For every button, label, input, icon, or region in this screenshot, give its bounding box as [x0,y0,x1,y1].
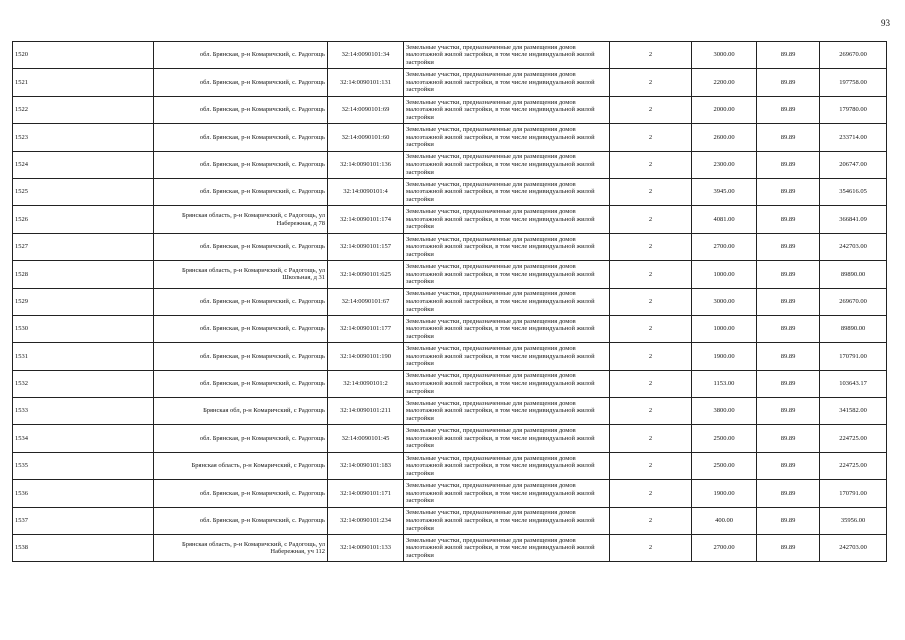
cadastral-number-cell: 32:14:0090101:2 [328,370,404,397]
address-cell: обл. Брянская, р-н Комаричский, с. Радогощь [154,151,328,178]
address-cell: обл. Брянская, р-н Комаричский, с. Радогощь [154,178,328,205]
area-cell: 2700.00 [692,233,757,260]
table-row [13,151,887,178]
specific-value-cell: 89.89 [757,452,820,479]
group-cell: 2 [610,535,692,562]
permitted-use-cell: Земельные участки, предназначенные для размещения домов малоэтажной жилой застройки, в том числе индивидуальной жилой застройки [404,425,610,452]
cadastral-number-cell: 32:14:0090101:69 [328,96,404,123]
table-row [13,69,887,96]
row-number-cell: 1523 [13,124,154,151]
specific-value-cell: 89.89 [757,124,820,151]
cadastral-number-cell: 32:14:0090101:234 [328,507,404,534]
specific-value-cell: 89.89 [757,261,820,288]
cadastral-value-cell: 89890.00 [820,261,887,288]
permitted-use-cell: Земельные участки, предназначенные для размещения домов малоэтажной жилой застройки, в том числе индивидуальной жилой застройки [404,370,610,397]
specific-value-cell: 89.89 [757,233,820,260]
table-row [13,398,887,425]
area-cell: 2000.00 [692,96,757,123]
cadastral-number-cell: 32:14:0090101:4 [328,178,404,205]
row-number-cell: 1530 [13,315,154,342]
specific-value-cell: 89.89 [757,315,820,342]
cadastral-number-cell: 32:14:0090101:211 [328,398,404,425]
area-cell: 3000.00 [692,42,757,69]
specific-value-cell: 89.89 [757,42,820,69]
address-cell: Брянская область, р-н Комаричский, с Радогощь [154,452,328,479]
cadastral-number-cell: 32:14:0090101:133 [328,535,404,562]
address-cell: обл. Брянская, р-н Комаричский, с. Радогощь [154,370,328,397]
cadastral-number-cell: 32:14:0090101:171 [328,480,404,507]
cadastral-number-cell: 32:14:0090101:174 [328,206,404,233]
table-row [13,96,887,123]
cadastral-number-cell: 32:14:0090101:45 [328,425,404,452]
group-cell: 2 [610,261,692,288]
address-cell: обл. Брянская, р-н Комаричский, с. Радогощь [154,233,328,260]
area-cell: 3000.00 [692,288,757,315]
group-cell: 2 [610,178,692,205]
permitted-use-cell: Земельные участки, предназначенные для размещения домов малоэтажной жилой застройки, в том числе индивидуальной жилой застройки [404,480,610,507]
address-cell: обл. Брянская, р-н Комаричский, с. Радогощь [154,96,328,123]
area-cell: 2500.00 [692,425,757,452]
group-cell: 2 [610,480,692,507]
table-row [13,261,887,288]
permitted-use-cell: Земельные участки, предназначенные для размещения домов малоэтажной жилой застройки, в том числе индивидуальной жилой застройки [404,178,610,205]
table-row [13,206,887,233]
specific-value-cell: 89.89 [757,69,820,96]
register-body [13,42,887,562]
cadastral-value-cell: 354616.05 [820,178,887,205]
area-cell: 1000.00 [692,315,757,342]
row-number-cell: 1535 [13,452,154,479]
group-cell: 2 [610,452,692,479]
cadastral-value-cell: 233714.00 [820,124,887,151]
specific-value-cell: 89.89 [757,343,820,370]
group-cell: 2 [610,233,692,260]
area-cell: 3800.00 [692,398,757,425]
cadastral-number-cell: 32:14:0090101:136 [328,151,404,178]
specific-value-cell: 89.89 [757,96,820,123]
area-cell: 2600.00 [692,124,757,151]
address-cell: обл. Брянская, р-н Комаричский, с. Радогощь [154,288,328,315]
cadastral-value-cell: 269670.00 [820,42,887,69]
cadastral-value-cell: 242703.00 [820,233,887,260]
group-cell: 2 [610,151,692,178]
page-number: 93 [881,18,890,28]
group-cell: 2 [610,96,692,123]
group-cell: 2 [610,315,692,342]
table-row [13,480,887,507]
table-row [13,178,887,205]
address-cell: обл. Брянская, р-н Комаричский, с. Радогощь [154,343,328,370]
row-number-cell: 1521 [13,69,154,96]
cadastral-value-cell: 224725.00 [820,452,887,479]
specific-value-cell: 89.89 [757,535,820,562]
table-row [13,507,887,534]
group-cell: 2 [610,343,692,370]
cadastral-value-cell: 269670.00 [820,288,887,315]
cadastral-value-cell: 170791.00 [820,343,887,370]
permitted-use-cell: Земельные участки, предназначенные для размещения домов малоэтажной жилой застройки, в том числе индивидуальной жилой застройки [404,343,610,370]
cadastral-number-cell: 32:14:0090101:67 [328,288,404,315]
permitted-use-cell: Земельные участки, предназначенные для размещения домов малоэтажной жилой застройки, в том числе индивидуальной жилой застройки [404,535,610,562]
area-cell: 1900.00 [692,480,757,507]
row-number-cell: 1526 [13,206,154,233]
row-number-cell: 1532 [13,370,154,397]
table-row [13,425,887,452]
address-cell: обл. Брянская, р-н Комаричский, с. Радогощь [154,124,328,151]
area-cell: 3945.00 [692,178,757,205]
group-cell: 2 [610,425,692,452]
specific-value-cell: 89.89 [757,425,820,452]
address-cell: обл. Брянская, р-н Комаричский, с. Радогощь [154,507,328,534]
cadastral-value-cell: 103643.17 [820,370,887,397]
permitted-use-cell: Земельные участки, предназначенные для размещения домов малоэтажной жилой застройки, в том числе индивидуальной жилой застройки [404,124,610,151]
area-cell: 2700.00 [692,535,757,562]
row-number-cell: 1520 [13,42,154,69]
permitted-use-cell: Земельные участки, предназначенные для размещения домов малоэтажной жилой застройки, в том числе индивидуальной жилой застройки [404,288,610,315]
cadastral-value-cell: 242703.00 [820,535,887,562]
row-number-cell: 1529 [13,288,154,315]
permitted-use-cell: Земельные участки, предназначенные для размещения домов малоэтажной жилой застройки, в том числе индивидуальной жилой застройки [404,261,610,288]
group-cell: 2 [610,124,692,151]
row-number-cell: 1536 [13,480,154,507]
specific-value-cell: 89.89 [757,480,820,507]
table-row [13,370,887,397]
table-row [13,233,887,260]
table-row [13,288,887,315]
area-cell: 1900.00 [692,343,757,370]
permitted-use-cell: Земельные участки, предназначенные для размещения домов малоэтажной жилой застройки, в том числе индивидуальной жилой застройки [404,398,610,425]
cadastral-value-cell: 170791.00 [820,480,887,507]
row-number-cell: 1527 [13,233,154,260]
cadastral-value-cell: 35956.00 [820,507,887,534]
group-cell: 2 [610,69,692,96]
group-cell: 2 [610,42,692,69]
permitted-use-cell: Земельные участки, предназначенные для размещения домов малоэтажной жилой застройки, в том числе индивидуальной жилой застройки [404,507,610,534]
permitted-use-cell: Земельные участки, предназначенные для размещения домов малоэтажной жилой застройки, в том числе индивидуальной жилой застройки [404,69,610,96]
cadastral-value-cell: 197758.00 [820,69,887,96]
table-row [13,42,887,69]
cadastral-value-cell: 206747.00 [820,151,887,178]
specific-value-cell: 89.89 [757,507,820,534]
address-cell: обл. Брянская, р-н Комаричский, с. Радогощь [154,42,328,69]
address-cell: обл. Брянская, р-н Комаричский, с. Радогощь [154,480,328,507]
row-number-cell: 1525 [13,178,154,205]
cadastral-number-cell: 32:14:0090101:190 [328,343,404,370]
table-row [13,343,887,370]
group-cell: 2 [610,507,692,534]
area-cell: 1000.00 [692,261,757,288]
permitted-use-cell: Земельные участки, предназначенные для размещения домов малоэтажной жилой застройки, в том числе индивидуальной жилой застройки [404,42,610,69]
cadastral-value-cell: 366841.09 [820,206,887,233]
row-number-cell: 1533 [13,398,154,425]
table-row [13,315,887,342]
cadastral-value-cell: 224725.00 [820,425,887,452]
specific-value-cell: 89.89 [757,206,820,233]
address-cell: Брянская область, р-н Комаричский, с Радогощь, ул Набережная, уч 112 [154,535,328,562]
area-cell: 4081.00 [692,206,757,233]
specific-value-cell: 89.89 [757,178,820,205]
area-cell: 400.00 [692,507,757,534]
specific-value-cell: 89.89 [757,151,820,178]
address-cell: Брянская область, р-н Комаричский, с Радогощь, ул Набережная, д 78 [154,206,328,233]
table-row [13,452,887,479]
land-register-table [12,41,887,562]
address-cell: Брянская область, р-н Комаричский, с Радогощь, ул Школьная, д 31 [154,261,328,288]
cadastral-number-cell: 32:14:0090101:183 [328,452,404,479]
cadastral-number-cell: 32:14:0090101:625 [328,261,404,288]
group-cell: 2 [610,206,692,233]
permitted-use-cell: Земельные участки, предназначенные для размещения домов малоэтажной жилой застройки, в том числе индивидуальной жилой застройки [404,96,610,123]
permitted-use-cell: Земельные участки, предназначенные для размещения домов малоэтажной жилой застройки, в том числе индивидуальной жилой застройки [404,315,610,342]
row-number-cell: 1531 [13,343,154,370]
area-cell: 2300.00 [692,151,757,178]
specific-value-cell: 89.89 [757,288,820,315]
specific-value-cell: 89.89 [757,370,820,397]
permitted-use-cell: Земельные участки, предназначенные для размещения домов малоэтажной жилой застройки, в том числе индивидуальной жилой застройки [404,452,610,479]
address-cell: обл. Брянская, р-н Комаричский, с. Радогощь [154,425,328,452]
area-cell: 1153.00 [692,370,757,397]
group-cell: 2 [610,398,692,425]
row-number-cell: 1537 [13,507,154,534]
row-number-cell: 1538 [13,535,154,562]
cadastral-number-cell: 32:14:0090101:157 [328,233,404,260]
table-row [13,535,887,562]
cadastral-number-cell: 32:14:0090101:34 [328,42,404,69]
group-cell: 2 [610,288,692,315]
cadastral-number-cell: 32:14:0090101:131 [328,69,404,96]
address-cell: обл. Брянская, р-н Комаричский, с. Радогощь [154,69,328,96]
permitted-use-cell: Земельные участки, предназначенные для размещения домов малоэтажной жилой застройки, в том числе индивидуальной жилой застройки [404,233,610,260]
address-cell: обл. Брянская, р-н Комаричский, с. Радогощь [154,315,328,342]
cadastral-value-cell: 179780.00 [820,96,887,123]
row-number-cell: 1528 [13,261,154,288]
area-cell: 2200.00 [692,69,757,96]
address-cell: Брянская обл, р-н Комаричский, с Радогощь [154,398,328,425]
cadastral-number-cell: 32:14:0090101:177 [328,315,404,342]
permitted-use-cell: Земельные участки, предназначенные для размещения домов малоэтажной жилой застройки, в том числе индивидуальной жилой застройки [404,206,610,233]
cadastral-value-cell: 341582.00 [820,398,887,425]
cadastral-value-cell: 89890.00 [820,315,887,342]
row-number-cell: 1524 [13,151,154,178]
permitted-use-cell: Земельные участки, предназначенные для размещения домов малоэтажной жилой застройки, в том числе индивидуальной жилой застройки [404,151,610,178]
area-cell: 2500.00 [692,452,757,479]
group-cell: 2 [610,370,692,397]
row-number-cell: 1534 [13,425,154,452]
table-row [13,124,887,151]
specific-value-cell: 89.89 [757,398,820,425]
cadastral-number-cell: 32:14:0090101:60 [328,124,404,151]
row-number-cell: 1522 [13,96,154,123]
